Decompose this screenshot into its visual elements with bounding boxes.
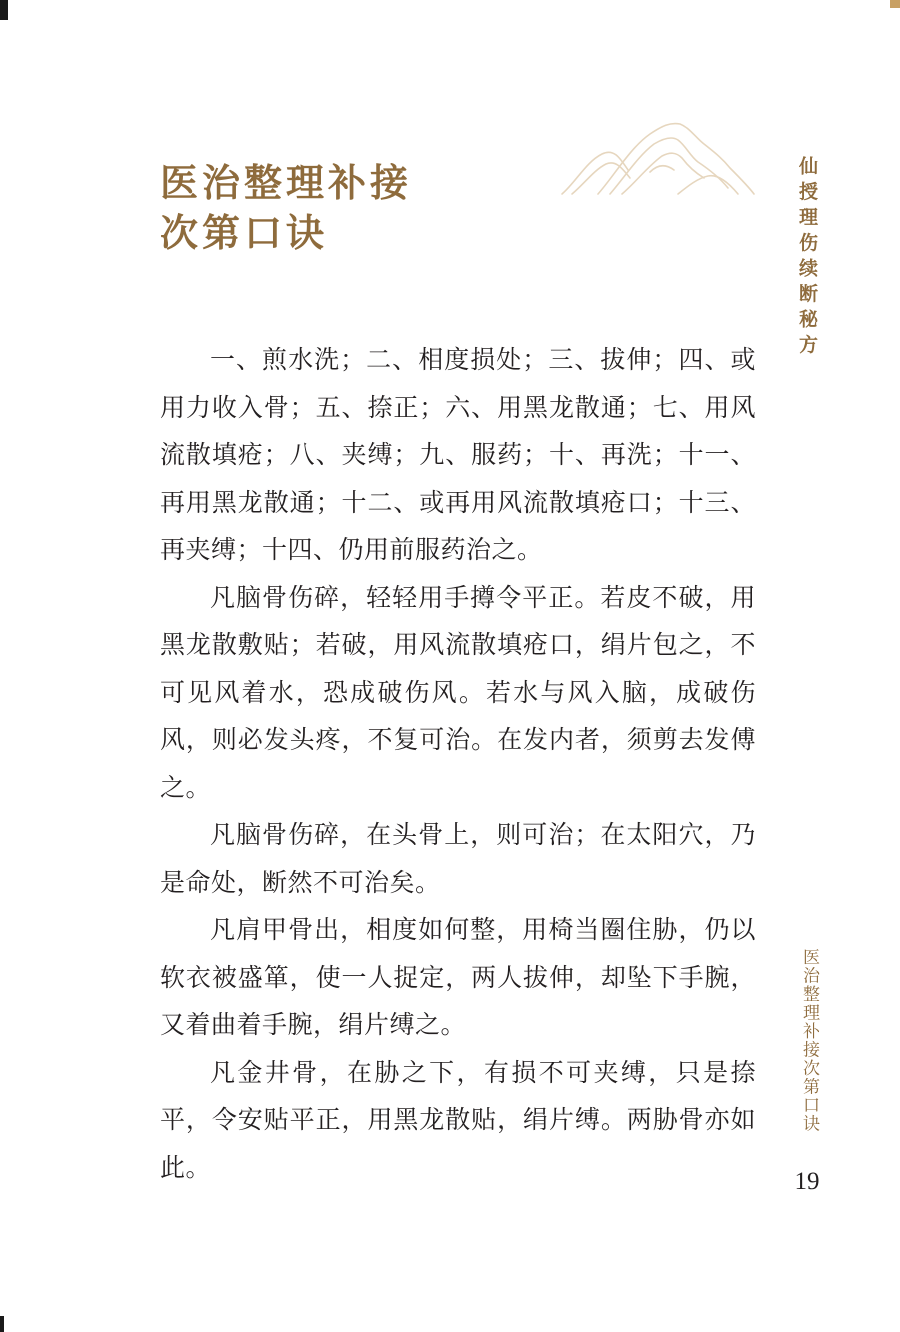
- paragraph-steps: 一、煎水洗；二、相度损处；三、拔伸；四、或用力收入骨；五、捺正；六、用黑龙散通；七、用风流散填疮；八、夹缚；九、服药；十、再洗；十一、再用黑龙散通；十二、或再用风流散填疮口；十三、再夹缚；十四、仍用前服药治之。: [160, 345, 756, 564]
- main-text: [160, 336, 756, 1191]
- running-head-chapter-title: 医治整理补接次第口诀: [799, 948, 819, 1133]
- page-edge-mark-bottom: [0, 1316, 4, 1332]
- chapter-title-line-2: 次第口诀: [160, 210, 329, 255]
- page-number: 19: [794, 1168, 820, 1195]
- chapter-title: [160, 158, 412, 258]
- running-head-book-title: 仙授理伤续断秘方: [796, 156, 818, 360]
- chapter-title-line-1: 医治整理补接: [160, 160, 413, 205]
- mountain-outline-icon: [558, 112, 758, 198]
- paragraph-skull-location: 凡脑骨伤碎，在头骨上，则可治；在太阳穴，乃是命处，断然不可治矣。: [160, 820, 756, 897]
- paragraph-scapula: 凡肩甲骨出，相度如何整，用椅当圈住胁，仍以软衣被盛箪，使一人捉定，两人拔伸，却坠下手腕，又着曲着手腕，绢片缚之。: [160, 915, 756, 1039]
- paragraph-ribs: 凡金井骨，在胁之下，有损不可夹缚，只是捺平，令安贴平正，用黑龙散贴，绢片缚。两胁骨亦如此。: [160, 1057, 756, 1182]
- page-edge-mark-right: [890, 0, 900, 8]
- page-edge-mark-left: [0, 0, 8, 20]
- paragraph-skull-fracture: 凡脑骨伤碎，轻轻用手撙令平正。若皮不破，用黑龙散敷贴；若破，用风流散填疮口，绢片包之，不可见风着水，恐成破伤风。若水与风入脑，成破伤风，则必发头疼，不复可治。在发内者，须剪去发傅之。: [160, 582, 756, 802]
